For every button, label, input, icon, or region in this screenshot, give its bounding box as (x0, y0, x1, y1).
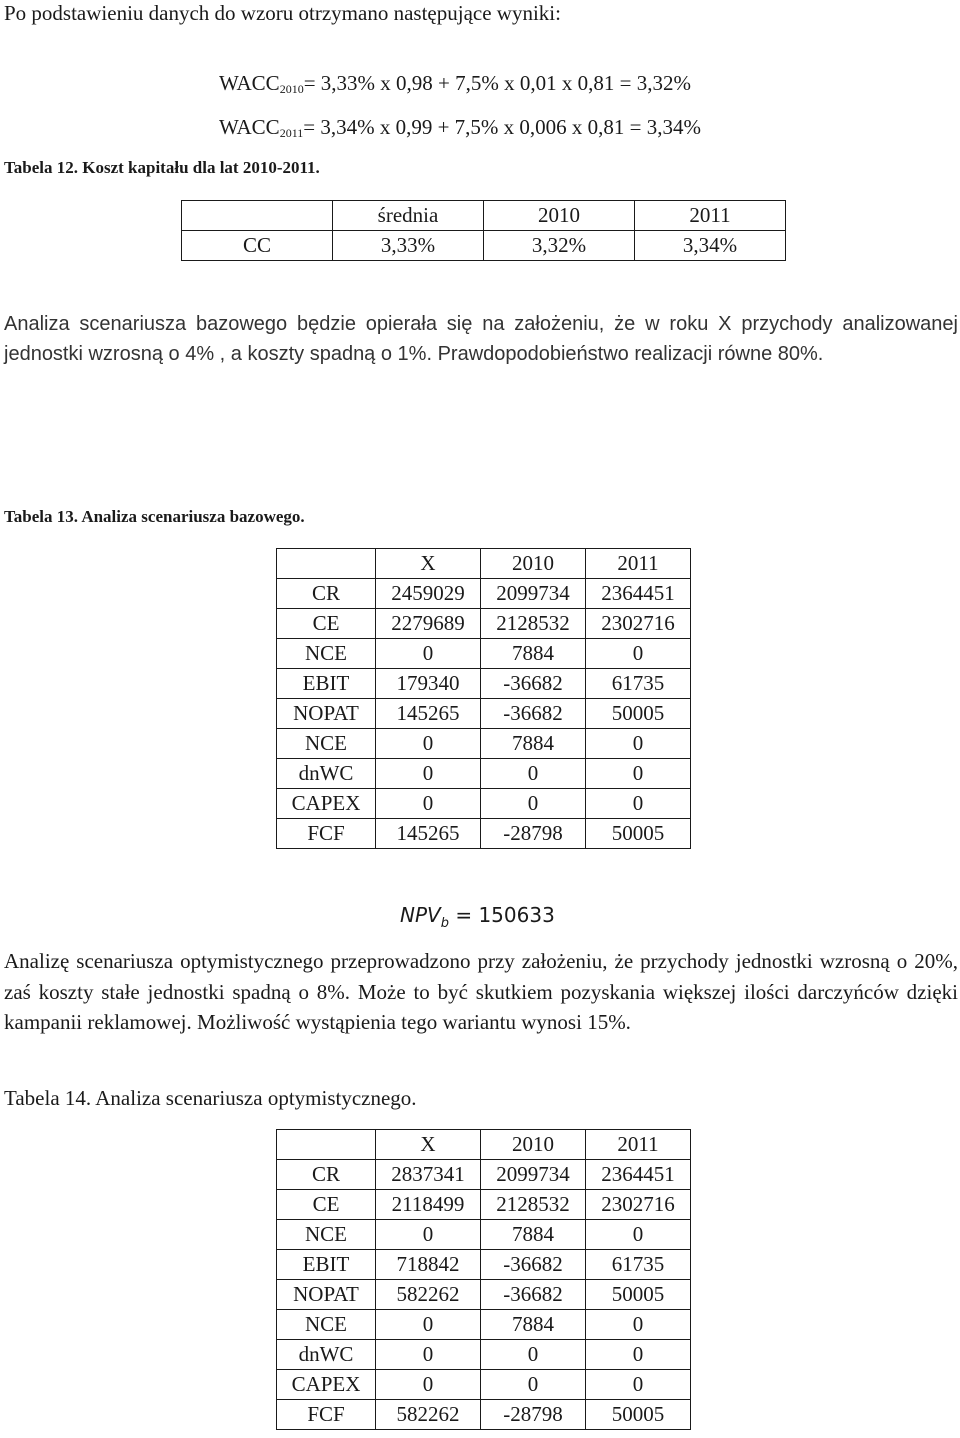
table-header-row (277, 549, 691, 579)
wacc-2010-equation (219, 70, 691, 96)
table-cell: 3,32% (484, 231, 635, 261)
table-cell: dnWC (277, 1340, 376, 1370)
table13-caption: Tabela 13. Analiza scenariusza bazowego. (4, 507, 305, 526)
table-header-row (277, 1130, 691, 1160)
table-cell: 179340 (376, 669, 481, 699)
table-row (277, 1340, 691, 1370)
table-cell: NOPAT (277, 699, 376, 729)
table-cell: CAPEX (277, 1370, 376, 1400)
table-cell: CR (277, 579, 376, 609)
table-cell: 0 (376, 759, 481, 789)
table-cell: 0 (376, 1370, 481, 1400)
table-cell: 0 (376, 639, 481, 669)
table-cell: NCE (277, 729, 376, 759)
table-row (277, 819, 691, 849)
table-cell: 0 (481, 1370, 586, 1400)
table-row (277, 1190, 691, 1220)
table-cell: NOPAT (277, 1280, 376, 1310)
table-cell: 61735 (586, 1250, 691, 1280)
table-row (277, 1400, 691, 1430)
table-cell: 0 (586, 729, 691, 759)
table-row (277, 609, 691, 639)
table-cell: 2010 (481, 1130, 586, 1160)
table-cell: 0 (376, 1340, 481, 1370)
table-cell: dnWC (277, 759, 376, 789)
table-row (277, 1370, 691, 1400)
table-cell: 0 (376, 729, 481, 759)
table-cell: 0 (376, 1220, 481, 1250)
table-cell: CAPEX (277, 789, 376, 819)
table-cell: 718842 (376, 1250, 481, 1280)
table-cell: 2128532 (481, 1190, 586, 1220)
npv-equation (400, 900, 555, 939)
table-cell: EBIT (277, 669, 376, 699)
table-cell: średnia (333, 201, 484, 231)
table-cell: CR (277, 1160, 376, 1190)
table-cell: 0 (586, 1370, 691, 1400)
table-cell: 2128532 (481, 609, 586, 639)
wacc-year: 2010 (279, 82, 304, 96)
table-row (277, 789, 691, 819)
table-cell: 3,33% (333, 231, 484, 261)
intro-text: Po podstawieniu danych do wzoru otrzymano następujące wyniki: (4, 1, 561, 25)
table-cell: 50005 (586, 819, 691, 849)
table-cell: 2364451 (586, 1160, 691, 1190)
table-cell: 50005 (586, 699, 691, 729)
table-row (277, 579, 691, 609)
table-cell (277, 1130, 376, 1160)
wacc-label: WACC (219, 71, 280, 95)
table-cell: 7884 (481, 1310, 586, 1340)
optimistic-scenario-table (276, 1129, 691, 1430)
table12-caption: Tabela 12. Koszt kapitału dla lat 2010-2011. (4, 158, 320, 177)
table-cell: 2010 (484, 201, 635, 231)
wacc-year: 2011 (279, 126, 304, 140)
wacc-formula: = 3,33% x 0,98 + 7,5% x 0,01 x 0,81 = 3,32% (303, 71, 691, 95)
table-cell: 0 (586, 1310, 691, 1340)
table-cell: 0 (376, 789, 481, 819)
table-cell: 2837341 (376, 1160, 481, 1190)
table-cell: 7884 (481, 639, 586, 669)
table-cell (182, 201, 333, 231)
table-cell: CE (277, 609, 376, 639)
table-cell: 3,34% (635, 231, 786, 261)
npv-symbol: NPV (400, 903, 441, 927)
table-cell: 0 (586, 1340, 691, 1370)
table-cell: 2099734 (481, 579, 586, 609)
table-cell: 0 (481, 759, 586, 789)
table-cell: -36682 (481, 669, 586, 699)
wacc-formula: = 3,34% x 0,99 + 7,5% x 0,006 x 0,81 = 3,34% (303, 115, 702, 139)
table-cell: X (376, 1130, 481, 1160)
table-cell: 0 (481, 1340, 586, 1370)
table-cell: 2099734 (481, 1160, 586, 1190)
table-cell: EBIT (277, 1250, 376, 1280)
table-cell: -36682 (481, 1280, 586, 1310)
npv-value: = 150633 (455, 903, 555, 927)
baseline-scenario-table (276, 548, 691, 849)
table-row (277, 1220, 691, 1250)
table-row (277, 759, 691, 789)
table-cell: 0 (586, 789, 691, 819)
table-row (277, 1250, 691, 1280)
table-row (277, 1280, 691, 1310)
table-cell: 0 (586, 1220, 691, 1250)
table-cell: FCF (277, 1400, 376, 1430)
cost-of-capital-table (181, 200, 786, 261)
table-cell: 582262 (376, 1280, 481, 1310)
table-cell: 0 (586, 759, 691, 789)
table-cell (277, 549, 376, 579)
table-cell: 145265 (376, 699, 481, 729)
table-cell: 50005 (586, 1280, 691, 1310)
table-cell: 2118499 (376, 1190, 481, 1220)
optimistic-scenario-paragraph: Analizę scenariusza optymistycznego przeprowadzono przy założeniu, że przychody jednostki wzrosną o 20%, zaś koszty stałe jednostki spadną o 8%. Może to być skutkiem pozyskania większej ilości darczyńców dzięki kampanii reklamowej. Możliwość wystąpienia tego wariantu wynosi 15%. (4, 949, 958, 1034)
table-cell: -28798 (481, 1400, 586, 1430)
wacc-2011-equation (219, 114, 701, 140)
table-cell: 2279689 (376, 609, 481, 639)
table-row (277, 639, 691, 669)
table-cell: 61735 (586, 669, 691, 699)
table-row (182, 231, 786, 261)
table-cell: NCE (277, 1310, 376, 1340)
table-cell: 2302716 (586, 609, 691, 639)
table-cell: 0 (586, 639, 691, 669)
table-row (277, 1160, 691, 1190)
table-row (277, 669, 691, 699)
table-cell: 7884 (481, 729, 586, 759)
table14-caption: Tabela 14. Analiza scenariusza optymistycznego. (4, 1086, 417, 1110)
table-cell: 2459029 (376, 579, 481, 609)
table-cell: 2011 (586, 549, 691, 579)
table-cell: 7884 (481, 1220, 586, 1250)
table-cell: 145265 (376, 819, 481, 849)
table-cell: 2302716 (586, 1190, 691, 1220)
table-row (277, 699, 691, 729)
baseline-scenario-paragraph: Analiza scenariusza bazowego będzie opierała się na założeniu, że w roku X przychody analizowanej jednostki wzrosną o 4% , a koszty spadną o 1%. Prawdopodobieństwo realizacji równe 80%. (4, 313, 958, 365)
table-cell: X (376, 549, 481, 579)
table-row (277, 1310, 691, 1340)
table-cell: -28798 (481, 819, 586, 849)
table-cell: NCE (277, 639, 376, 669)
npv-subscript: b (440, 916, 449, 931)
table-cell: 2364451 (586, 579, 691, 609)
table-cell: FCF (277, 819, 376, 849)
table-row (277, 729, 691, 759)
wacc-label: WACC (219, 115, 280, 139)
table-cell: 2011 (635, 201, 786, 231)
table-cell: -36682 (481, 1250, 586, 1280)
table-cell: 0 (481, 789, 586, 819)
table-cell: 582262 (376, 1400, 481, 1430)
table-cell: 2010 (481, 549, 586, 579)
table-cell: -36682 (481, 699, 586, 729)
table-header-row (182, 201, 786, 231)
table-cell: 0 (376, 1310, 481, 1340)
table-cell: 2011 (586, 1130, 691, 1160)
table-cell: CC (182, 231, 333, 261)
table-cell: CE (277, 1190, 376, 1220)
table-cell: 50005 (586, 1400, 691, 1430)
table-cell: NCE (277, 1220, 376, 1250)
